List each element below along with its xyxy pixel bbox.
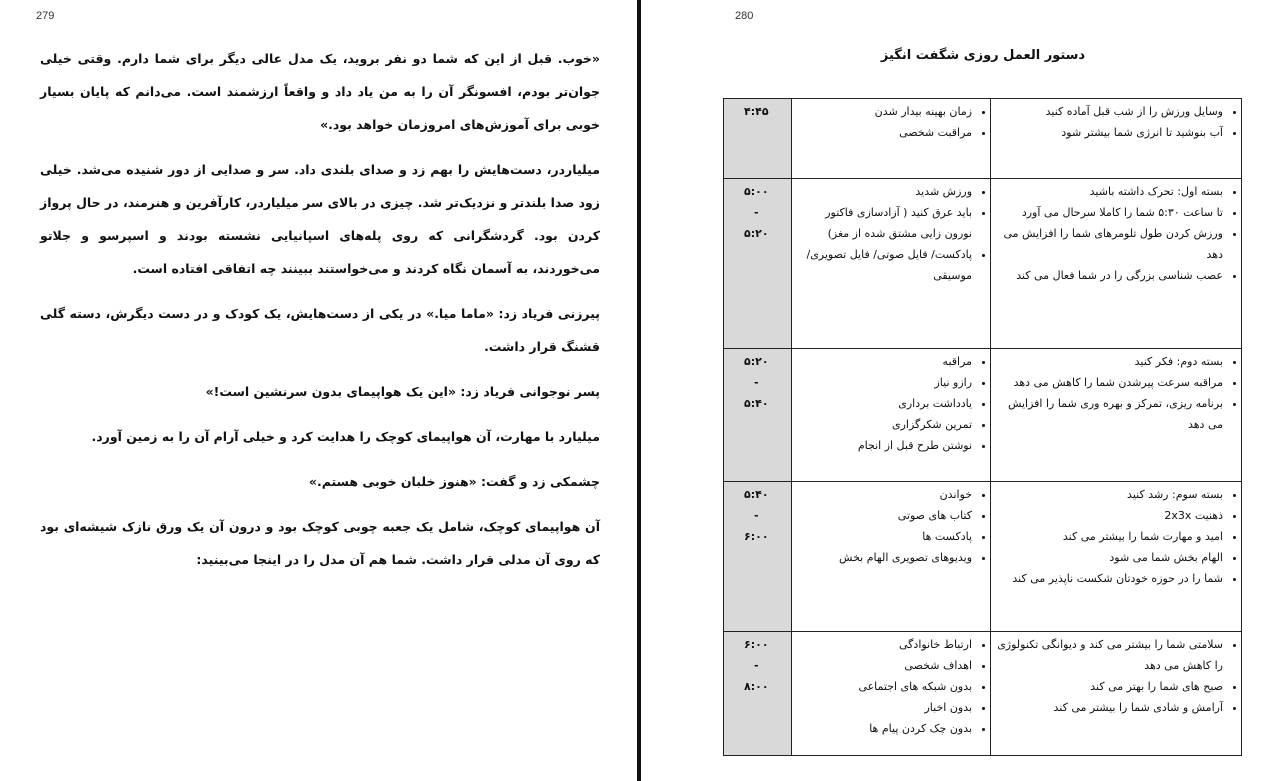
- benefits-cell: [991, 632, 1242, 756]
- time-label: ۸:۰۰: [744, 680, 769, 693]
- benefits-list: [995, 101, 1235, 143]
- paragraph: آن هواپیمای کوچک، شامل یک جعبه چوبی کوچک بود و درون آن یک ورق نازک شیشه‌ای بود که روی آن مدلی قرار داشت. شما هم آن مدل را در اینجا می‌بینید:: [40, 519, 600, 567]
- time-cell: [724, 632, 792, 756]
- activities-item: • باید عرق کنید ( آزادسازی فاکتور نورون زایی مشتق شده از مغز): [796, 202, 972, 244]
- activities-item: • رازو نیاز: [796, 372, 972, 393]
- activities-list: [796, 181, 984, 286]
- page-number: 280: [735, 10, 754, 22]
- routine-table: [723, 98, 1242, 756]
- benefits-item: • برنامه ریزی، تمرکز و بهره وری شما را افزایش می دهد: [995, 393, 1223, 435]
- time-cell: [724, 179, 792, 349]
- activities-item: • بدون اخبار: [796, 697, 972, 718]
- benefits-item: • شما را در حوزه خودتان شکست ناپذیر می کند: [995, 568, 1223, 589]
- benefits-item: • بسته دوم: فکر کنید: [995, 351, 1223, 372]
- table-row: [724, 99, 1242, 179]
- benefits-cell: [991, 349, 1242, 482]
- page-number: 279: [36, 10, 55, 22]
- table-row: [724, 482, 1242, 632]
- benefits-item: • الهام بخش شما می شود: [995, 547, 1223, 568]
- benefits-item: • وسایل ورزش را از شب قبل آماده کنید: [995, 101, 1223, 122]
- benefits-cell: [991, 179, 1242, 349]
- activities-item: • مراقبه: [796, 351, 972, 372]
- page-title: دستور العمل روزی شگفت انگیز: [880, 48, 1086, 63]
- activities-list: [796, 484, 984, 568]
- time-label: -: [754, 509, 759, 522]
- benefits-list: [995, 351, 1235, 435]
- page-divider: [637, 0, 641, 781]
- activities-item: • مراقبت شخصی: [796, 122, 972, 143]
- paragraph: «خوب. قبل از این که شما دو نفر بروید، یک مدل عالی دیگر برای شما دارم. وقتی خیلی جوان‌تر بودم، افسونگر آن را به من یاد داد و واقعاً ارزشمند است. می‌دانم که پایان بسیار خوبی برای آموزش‌های امروزمان خواهد بود.»: [40, 51, 600, 132]
- paragraph: میلیارد با مهارت، آن هواپیمای کوچک را هدایت کرد و خیلی آرام آن را به زمین آورد.: [91, 429, 600, 444]
- activities-list: [796, 634, 984, 739]
- activities-list: [796, 351, 984, 456]
- time-cell: [724, 482, 792, 632]
- time-label: ۶:۰۰: [744, 638, 769, 651]
- benefits-item: • آرامش و شادی شما را بیشتر می کند: [995, 697, 1223, 718]
- activities-item: • زمان بهینه بیدار شدن: [796, 101, 972, 122]
- table-row: [724, 632, 1242, 756]
- paragraph: پسر نوجوانی فریاد زد: «این یک هواپیمای بدون سرنشین است!»: [205, 384, 600, 399]
- activities-item: • پادکست/ فایل صوتی/ فایل تصویری/ موسیقی: [796, 244, 972, 286]
- benefits-item: • آب بنوشید تا انرژی شما بیشتر شود: [995, 122, 1223, 143]
- right-page: [643, 0, 1287, 781]
- activities-item: • اهداف شخصی: [796, 655, 972, 676]
- paragraph: میلیاردر، دست‌هایش را بهم زد و صدای بلندی داد. سر و صدایی از دور شنیده می‌شد. خیلی زود صدا بلندتر و نزدیک‌تر شد. چیزی در بالای سر میلیاردر، کارآفرین و هنرمند، در حال پرواز کردن بود. گردشگرانی که روی پله‌های اسپانیایی نشسته بودند و اسپرسو و جلاتو می‌خوردند، به آسمان نگاه کردند و می‌خواستند ببینند چه اتفاقی افتاده است.: [40, 162, 600, 276]
- time-label: -: [754, 659, 759, 672]
- table-row: [724, 349, 1242, 482]
- benefits-item: • ورزش کردن طول تلومرهای شما را افزایش می دهد: [995, 223, 1223, 265]
- activities-item: • تمرین شکرگزاری: [796, 414, 972, 435]
- activities-item: • بدون چک کردن پیام ها: [796, 718, 972, 739]
- time-label: -: [754, 376, 759, 389]
- time-cell: [724, 349, 792, 482]
- time-cell: [724, 99, 792, 179]
- activities-item: • نوشتن طرح قبل از انجام: [796, 435, 972, 456]
- benefits-item: • صبح های شما را بهتر می کند: [995, 676, 1223, 697]
- body-text: [40, 42, 600, 588]
- benefits-item: • بسته اول: تحرک داشته باشید: [995, 181, 1223, 202]
- activities-item: • ویدیوهای تصویری الهام بخش: [796, 547, 972, 568]
- table-row: [724, 179, 1242, 349]
- benefits-list: [995, 484, 1235, 589]
- benefits-item: • عصب شناسی بزرگی را در شما فعال می کند: [995, 265, 1223, 286]
- paragraph: پیرزنی فریاد زد: «ماما میا.» در یکی از دست‌هایش، یک کودک و در دست دیگرش، دسته گلی قشنگ قرار داشت.: [40, 306, 600, 354]
- benefits-item: • مراقبه سرعت پیرشدن شما را کاهش می دهد: [995, 372, 1223, 393]
- time-label: ۵:۴۰: [744, 488, 769, 501]
- activities-item: • بدون شبکه های اجتماعی: [796, 676, 972, 697]
- time-label: ۴:۴۵: [744, 105, 769, 118]
- time-label: ۶:۰۰: [744, 530, 769, 543]
- benefits-item: • بسته سوم: رشد کنید: [995, 484, 1223, 505]
- activities-list: [796, 101, 984, 143]
- time-label: ۵:۴۰: [744, 397, 769, 410]
- benefits-list: [995, 181, 1235, 286]
- activities-item: • ورزش شدید: [796, 181, 972, 202]
- activities-cell: [791, 482, 990, 632]
- time-label: ۵:۲۰: [744, 227, 769, 240]
- time-label: ۵:۲۰: [744, 355, 769, 368]
- paragraph: چشمکی زد و گفت: «هنوز خلبان خوبی هستم.»: [308, 474, 600, 489]
- left-page: [0, 0, 638, 781]
- benefits-item: • تا ساعت ۵:۳۰ شما را کاملا سرحال می آورد: [995, 202, 1223, 223]
- benefits-item: • امید و مهارت شما را بیشتر می کند: [995, 526, 1223, 547]
- activities-item: • خواندن: [796, 484, 972, 505]
- activities-item: • یادداشت برداری: [796, 393, 972, 414]
- activities-item: • ارتباط خانوادگی: [796, 634, 972, 655]
- activities-item: • کتاب های صوتی: [796, 505, 972, 526]
- benefits-list: [995, 634, 1235, 718]
- activities-cell: [791, 99, 990, 179]
- time-label: -: [754, 206, 759, 219]
- activities-cell: [791, 349, 990, 482]
- activities-cell: [791, 179, 990, 349]
- activities-item: • پادکست ها: [796, 526, 972, 547]
- time-label: ۵:۰۰: [744, 185, 769, 198]
- activities-cell: [791, 632, 990, 756]
- benefits-cell: [991, 99, 1242, 179]
- benefits-cell: [991, 482, 1242, 632]
- benefits-item: • سلامتی شما را بیشتر می کند و دیوانگی تکنولوژی را کاهش می دهد: [995, 634, 1223, 676]
- benefits-item: • ذهنیت 2x3x: [995, 505, 1223, 526]
